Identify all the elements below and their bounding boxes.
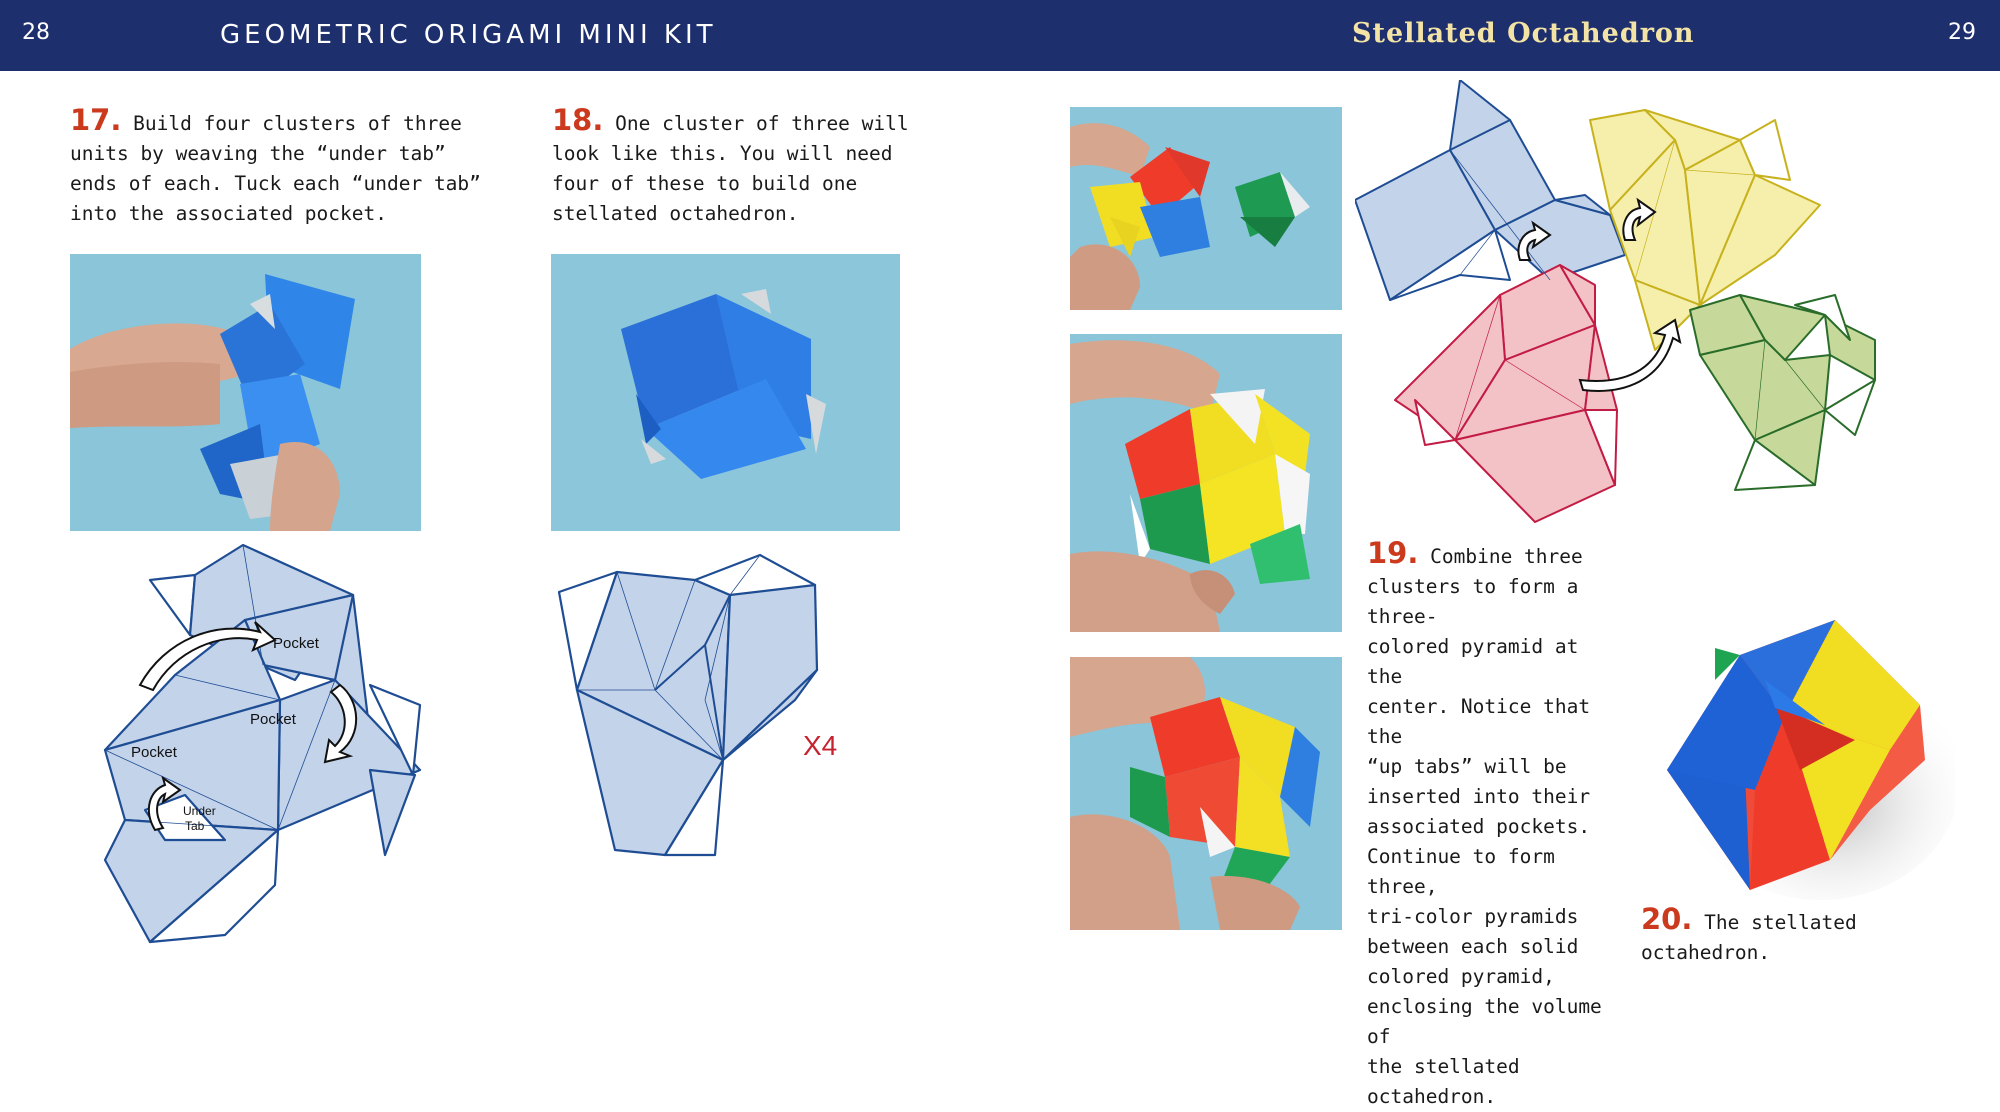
under-tab-label-tab: Tab: [185, 819, 205, 833]
step-19-line: enclosing the volume of: [1367, 995, 1602, 1048]
diagram-step-19-clusters: [1355, 80, 1935, 600]
step-19-number: 19.: [1367, 536, 1419, 570]
under-tab-label-under: Under: [183, 804, 216, 818]
step-17-line: into the associated pocket.: [70, 202, 387, 225]
step-17-line: Build four clusters of three: [133, 112, 462, 135]
step-19-line: clusters to form a three-: [1367, 575, 1579, 628]
step-17-line: units by weaving the “under tab”: [70, 142, 446, 165]
step-18-number: 18.: [552, 103, 604, 137]
step-19-line: inserted into their: [1367, 785, 1591, 808]
step-18-line: stellated octahedron.: [552, 202, 799, 225]
step-19-line: “up tabs” will be: [1367, 755, 1567, 778]
multiplier-label: X4: [803, 730, 838, 761]
step-19-line: Continue to form three,: [1367, 845, 1555, 898]
step-19-line: the stellated octahedron.: [1367, 1055, 1520, 1108]
step-17-line: ends of each. Tuck each “under tab”: [70, 172, 481, 195]
photo-step-19b: [1070, 334, 1342, 632]
photo-step-18: [551, 254, 900, 531]
step-18-line: look like this. You will need: [552, 142, 893, 165]
step-19-text: [1367, 538, 1617, 1112]
page-number-left: 28: [22, 20, 50, 45]
finished-stellated-octahedron: [1655, 620, 1955, 900]
photo-step-19c: [1070, 657, 1342, 930]
step-19-line: Combine three: [1430, 545, 1583, 568]
step-18-line: One cluster of three will: [615, 112, 909, 135]
pocket-label-2: Pocket: [250, 711, 296, 728]
step-19-line: colored pyramid at the: [1367, 635, 1579, 688]
diagram-step-18: [555, 550, 875, 865]
book-title: GEOMETRIC ORIGAMI MINI KIT: [220, 20, 717, 50]
step-20-line: The stellated octahedron.: [1641, 911, 1857, 964]
pocket-label-1: Pocket: [273, 635, 319, 652]
step-19-line: colored pyramid,: [1367, 965, 1555, 988]
photo-step-17: [70, 254, 421, 531]
chapter-title: Stellated Octahedron: [1352, 18, 1695, 49]
step-18-text: [552, 105, 912, 229]
photo-step-19a: [1070, 107, 1342, 310]
step-20-number: 20.: [1641, 902, 1693, 936]
pocket-label-3: Pocket: [131, 744, 177, 761]
step-19-line: center. Notice that the: [1367, 695, 1591, 748]
step-17-text: [70, 105, 510, 229]
page-header: [0, 0, 2000, 71]
step-19-line: associated pockets.: [1367, 815, 1591, 838]
step-19-line: tri-color pyramids: [1367, 905, 1579, 928]
step-20-text: [1641, 904, 1981, 968]
step-18-line: four of these to build one: [552, 172, 858, 195]
step-19-line: between each solid: [1367, 935, 1579, 958]
step-17-number: 17.: [70, 103, 122, 137]
page-number-right: 29: [1948, 20, 1976, 45]
diagram-step-17: [95, 540, 430, 945]
